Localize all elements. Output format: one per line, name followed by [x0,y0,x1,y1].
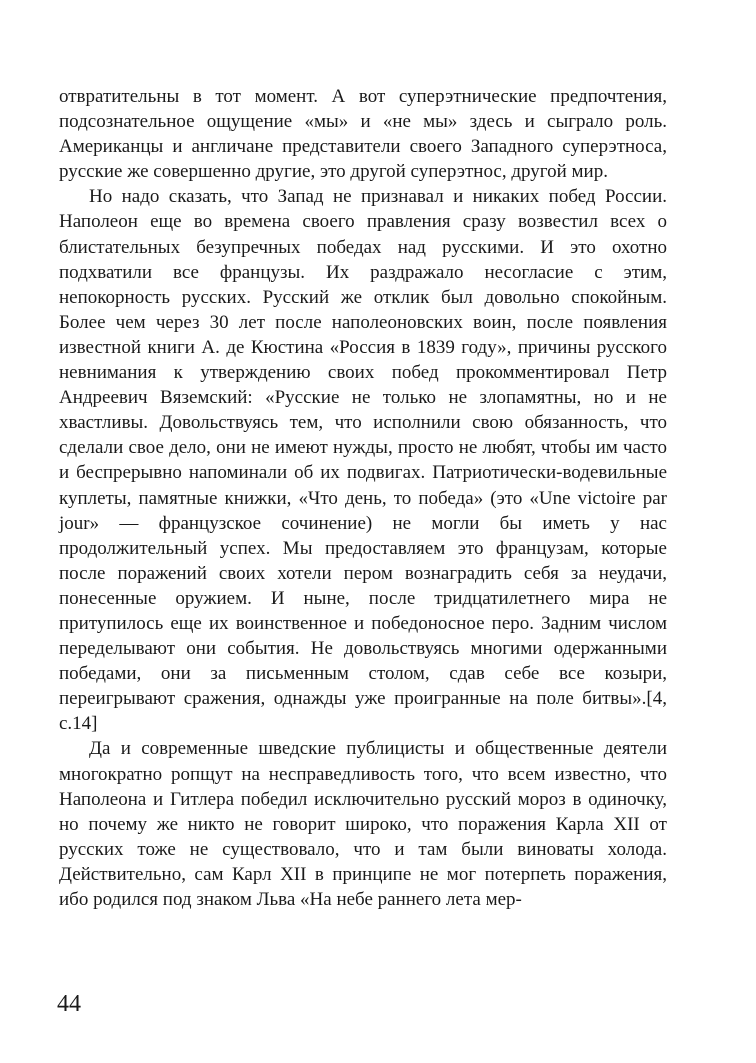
page-number: 44 [57,991,81,1017]
paragraph-vyazemsky-quote: Но надо сказать, что Запад не признавал и никаких побед России. Наполеон еще во времена своего правления сразу возвестил всех о блистательных безупречных победах над русскими. И это охотно подхватили все французы. Их раздражало несогласие с этим, непокорность русских. Русский же отклик был довольно спокойным. Более чем через 30 лет после наполеоновских воин, после появления известной книги А. де Кюстина «Россия в 1839 году», причины русского невнимания к утверждению своих побед прокомментировал Петр Андреевич Вяземский: «Русские не только не злопамятны, но и не хвастливы. Довольствуясь тем, что исполнили свою обязанность, что сделали свое дело, они не имеют нужды, просто не любят, чтобы им часто и беспрерывно напоминали об их подвигах. Патриотически-водевильные куплеты, памятные книжки, «Что день, то победа» (это «Une victoire par jour» — французское сочинение) не могли бы иметь у нас продолжительный успех. Мы предоставляем это французам, которые после поражений своих хотели пером вознаградить себя за неудачи, понесенные оружием. И ныне, после тридцатилетнего мира не притупилось еще их воинственное и победоносное перо. Задним числом переделывают они события. Не довольствуясь многими одержанными победами, они за письменным столом, сдав себе все козыри, переигрывают сражения, однажды уже проигранные на поле битвы».[4, с.14] [59,186,667,735]
body-text [59,84,667,912]
paragraph-swedish-publicists: Да и современные шведские публицисты и общественные деятели многократно ропщут на несправедливость того, что всем известно, что Наполеона и Гитлера победил исключительно русский мороз в одиночку, но почему же никто не говорит широко, что поражения Карла XII от русских тоже не существовало, что и там были виноваты холода. Действительно, сам Карл XII в принципе не мог потерпеть поражения, ибо родился под знаком Льва «На небе раннего лета мер- [59,738,667,910]
paragraph-continuation: отвратительны в тот момент. А вот суперэтнические предпочтения, подсознательное ощущение «мы» и «не мы» здесь и сыграло роль. Американцы и англичане представители своего Западного суперэтноса, русские же совершенно другие, это другой суперэтнос, другой мир. [59,86,667,183]
